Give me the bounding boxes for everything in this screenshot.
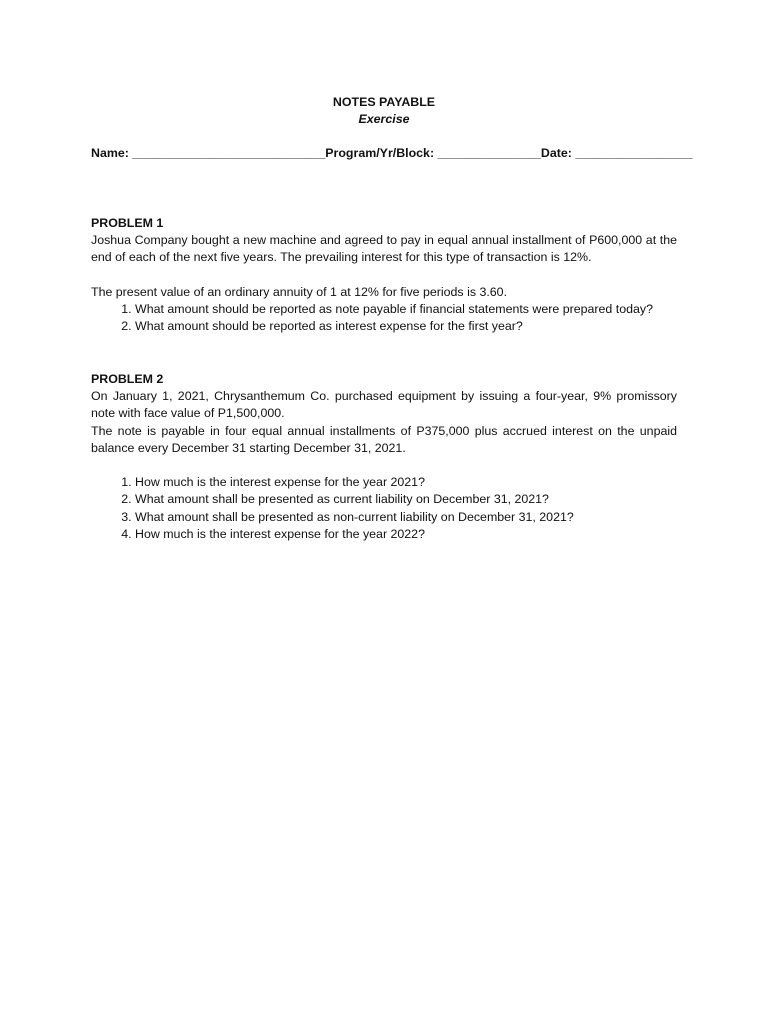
date-field: Date: _________________ — [540, 146, 693, 160]
problem-1-paragraph-2: The present value of an ordinary annuity of 1 at 12% for five periods is 3.60. — [91, 284, 508, 299]
problem-1-paragraph-1: Joshua Company bought a new machine and agreed to pay in equal annual installment of P600,000 at the end of each of the next five years. The prevailing interest for this type of transaction is 12%. — [91, 233, 677, 265]
list-item: 4. How much is the interest expense for the year 2022? — [135, 526, 677, 543]
list-item: 1. How much is the interest expense for the year 2021? — [135, 474, 677, 491]
name-field: Name: ____________________________ — [91, 146, 326, 160]
document-subtitle: Exercise — [358, 112, 410, 126]
student-info-line — [91, 145, 693, 162]
problem-2-paragraph-2: The note is payable in four equal annual installments of P375,000 plus accrued interest on the unpaid balance every December 31 starting December 31, 2021. — [91, 423, 677, 455]
spacer — [91, 267, 677, 284]
problem-1-section — [91, 215, 677, 335]
problem-2-question-list — [91, 474, 677, 543]
document-title: NOTES PAYABLE — [332, 95, 436, 109]
list-item: 3. What amount shall be presented as non-current liability on December 31, 2021? — [135, 509, 677, 526]
problem-1-question-list — [91, 301, 677, 335]
problem-1-heading: PROBLEM 1 — [91, 216, 164, 230]
problem-2-heading: PROBLEM 2 — [91, 372, 164, 386]
spacer — [91, 457, 677, 474]
problem-2-paragraph-1: On January 1, 2021, Chrysanthemum Co. purchased equipment by issuing a four-year, 9% promissory note with face value of P1,500,000. — [91, 389, 677, 421]
problem-2-section — [91, 371, 677, 543]
list-item: 2. What amount shall be presented as current liability on December 31, 2021? — [135, 491, 677, 508]
program-field: Program/Yr/Block: _______________ — [325, 146, 541, 160]
list-item: 1. What amount should be reported as note payable if financial statements were prepared today? — [135, 301, 677, 318]
list-item: 2. What amount should be reported as interest expense for the first year? — [135, 318, 677, 335]
